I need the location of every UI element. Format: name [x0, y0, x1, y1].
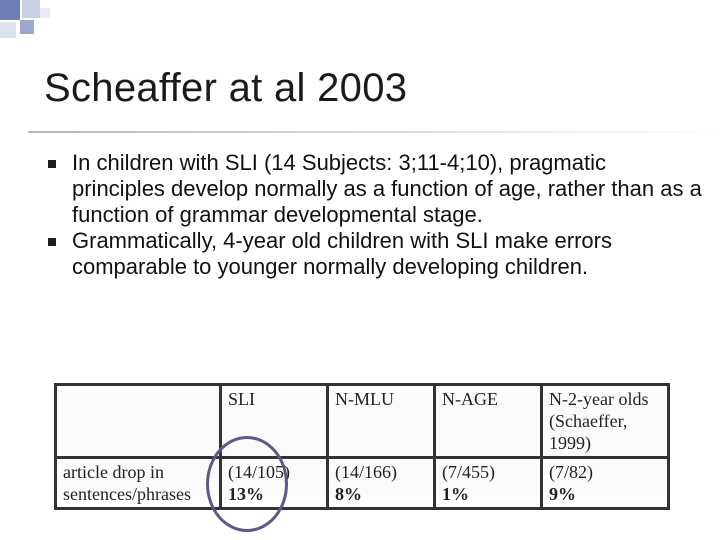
corner-square: [40, 8, 50, 18]
cell-fraction: (7/82): [549, 462, 593, 482]
cell-percent: 1%: [442, 484, 469, 504]
table-row-label: article drop in sentences/phrases: [56, 458, 221, 509]
table-header-cell: N-AGE: [435, 385, 542, 458]
table-row: [56, 458, 669, 509]
table-header-cell: [56, 385, 221, 458]
cell-percent: 8%: [335, 484, 362, 504]
table-cell: [328, 458, 435, 509]
bullet-text: In children with SLI (14 Subjects: 3;11-4;10), pragmatic principles develop normally as a function of age, rather than as a function of grammar developmental stage.: [72, 150, 702, 227]
corner-square: [0, 22, 16, 38]
bullet-item: [44, 150, 704, 228]
bullet-list: [44, 150, 704, 280]
table-cell: [542, 458, 669, 509]
cell-fraction: (14/105): [228, 462, 290, 482]
corner-square: [22, 0, 40, 18]
slide-title: Scheaffer at al 2003: [44, 66, 408, 110]
square-bullet-icon: [48, 238, 56, 246]
results-table-image: [54, 383, 670, 504]
cell-percent: 9%: [549, 484, 576, 504]
cell-fraction: (7/455): [442, 462, 495, 482]
bullet-text: Grammatically, 4-year old children with SLI make errors comparable to younger normally developing children.: [72, 228, 612, 279]
corner-square: [0, 0, 20, 20]
table-cell: [435, 458, 542, 509]
corner-square: [20, 20, 34, 34]
title-divider: [28, 131, 718, 133]
results-table: [54, 383, 670, 510]
table-header-row: [56, 385, 669, 458]
cell-fraction: (14/166): [335, 462, 397, 482]
table-header-cell: N-2-year olds (Schaeffer, 1999): [542, 385, 669, 458]
corner-decoration: [0, 0, 60, 50]
square-bullet-icon: [48, 160, 56, 168]
highlight-circle: [206, 436, 288, 532]
table-header-cell: N-MLU: [328, 385, 435, 458]
cell-percent: 13%: [228, 484, 264, 504]
table-header-cell: SLI: [221, 385, 328, 458]
bullet-item: [44, 228, 704, 280]
